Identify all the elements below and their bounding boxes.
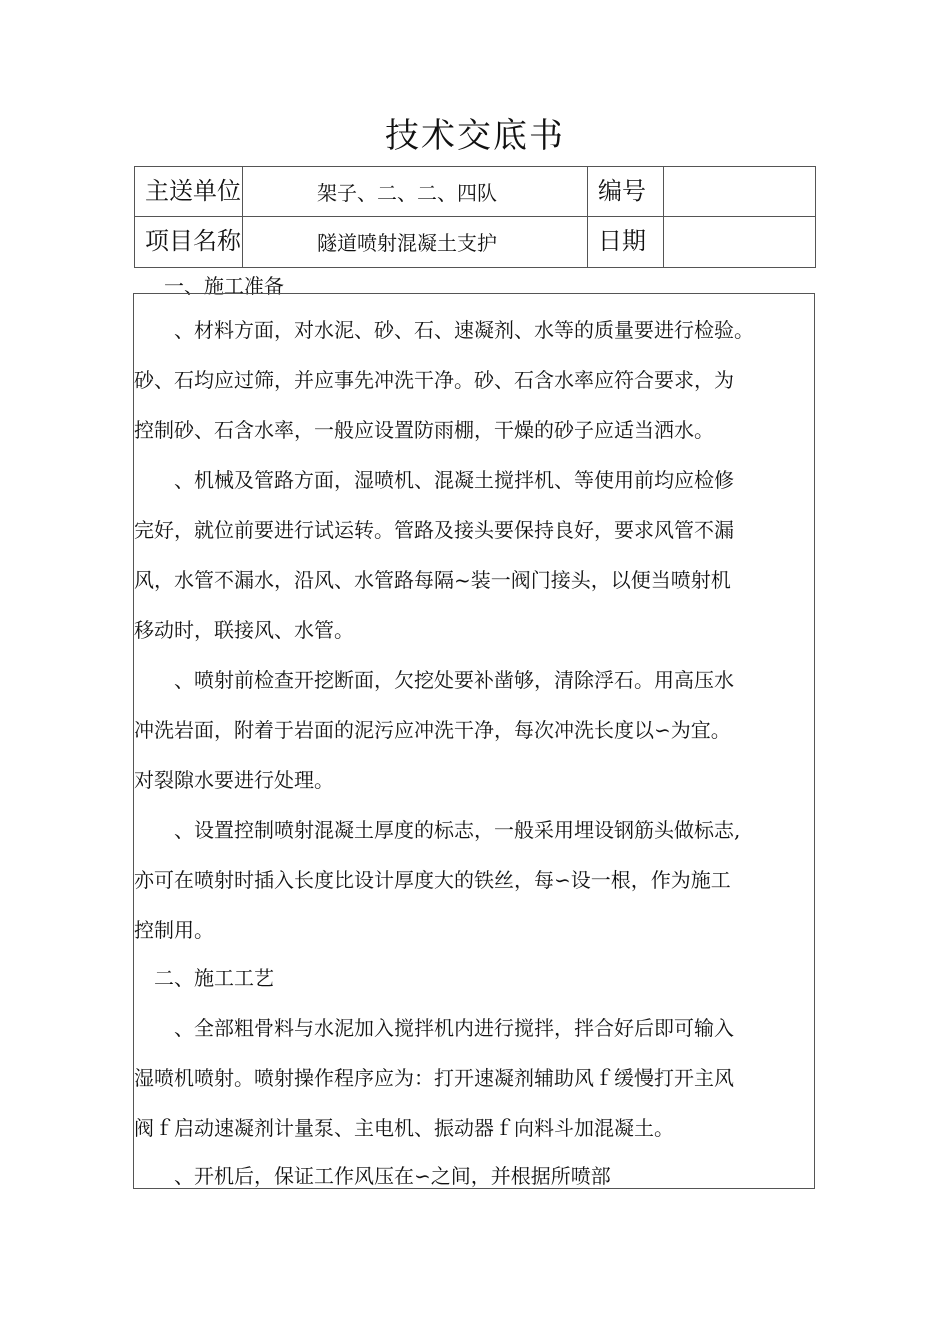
number-label: 编号 — [588, 167, 664, 217]
date-value — [664, 217, 816, 268]
body-line: 、材料方面，对水泥、砂、石、速凝剂、水等的质量要进行检验。 — [134, 318, 754, 342]
send-unit-value: 架子、二、二、四队 — [243, 167, 588, 217]
info-table — [134, 166, 816, 268]
body-line: 亦可在喷射时插入长度比设计厚度大的铁丝，每∽设一根，作为施工 — [134, 868, 731, 892]
body-line: 控制砂、石含水率，一般应设置防雨棚，干燥的砂子应适当洒水。 — [134, 418, 714, 442]
body-line: 、喷射前检查开挖断面，欠挖处要补凿够，清除浮石。用高压水 — [134, 668, 734, 692]
project-label: 项目名称 — [135, 217, 243, 268]
send-unit-label: 主送单位 — [135, 167, 243, 217]
section-heading-process: 二、施工工艺 — [134, 966, 274, 990]
body-line: 风，水管不漏水，沿风、水管路每隔~装一阀门接头，以便当喷射机 — [134, 568, 731, 592]
date-label: 日期 — [588, 217, 664, 268]
body-line: 控制用。 — [134, 918, 214, 942]
body-line: 移动时，联接风、水管。 — [134, 618, 354, 642]
body-line: 冲洗岩面，附着于岩面的泥污应冲洗干净，每次冲洗长度以∽为宜。 — [134, 718, 731, 742]
section-heading-preparation: 一、施工准备 — [164, 274, 284, 298]
body-line: 、设置控制喷射混凝土厚度的标志，一般采用埋设钢筋头做标志, — [134, 818, 741, 842]
body-line: 、机械及管路方面，湿喷机、混凝土搅拌机、等使用前均应检修 — [134, 468, 734, 492]
body-line: 湿喷机喷射。喷射操作程序应为：打开速凝剂辅助风ｆ缓慢打开主风 — [134, 1066, 734, 1090]
project-value: 隧道喷射混凝土支护 — [243, 217, 588, 268]
body-line: 、全部粗骨料与水泥加入搅拌机内进行搅拌，拌合好后即可输入 — [134, 1016, 734, 1040]
body-line: 对裂隙水要进行处理。 — [134, 768, 334, 792]
body-line: 砂、石均应过筛，并应事先冲洗干净。砂、石含水率应符合要求，为 — [134, 368, 734, 392]
document-title: 技术交底书 — [385, 116, 565, 156]
body-line: 阀ｆ启动速凝剂计量泵、主电机、振动器ｆ向料斗加混凝土。 — [134, 1116, 674, 1140]
number-value — [664, 167, 816, 217]
body-line: 、开机后，保证工作风压在∽之间，并根据所喷部 — [134, 1164, 611, 1188]
body-line: 完好，就位前要进行试运转。管路及接头要保持良好，要求风管不漏 — [134, 518, 734, 542]
